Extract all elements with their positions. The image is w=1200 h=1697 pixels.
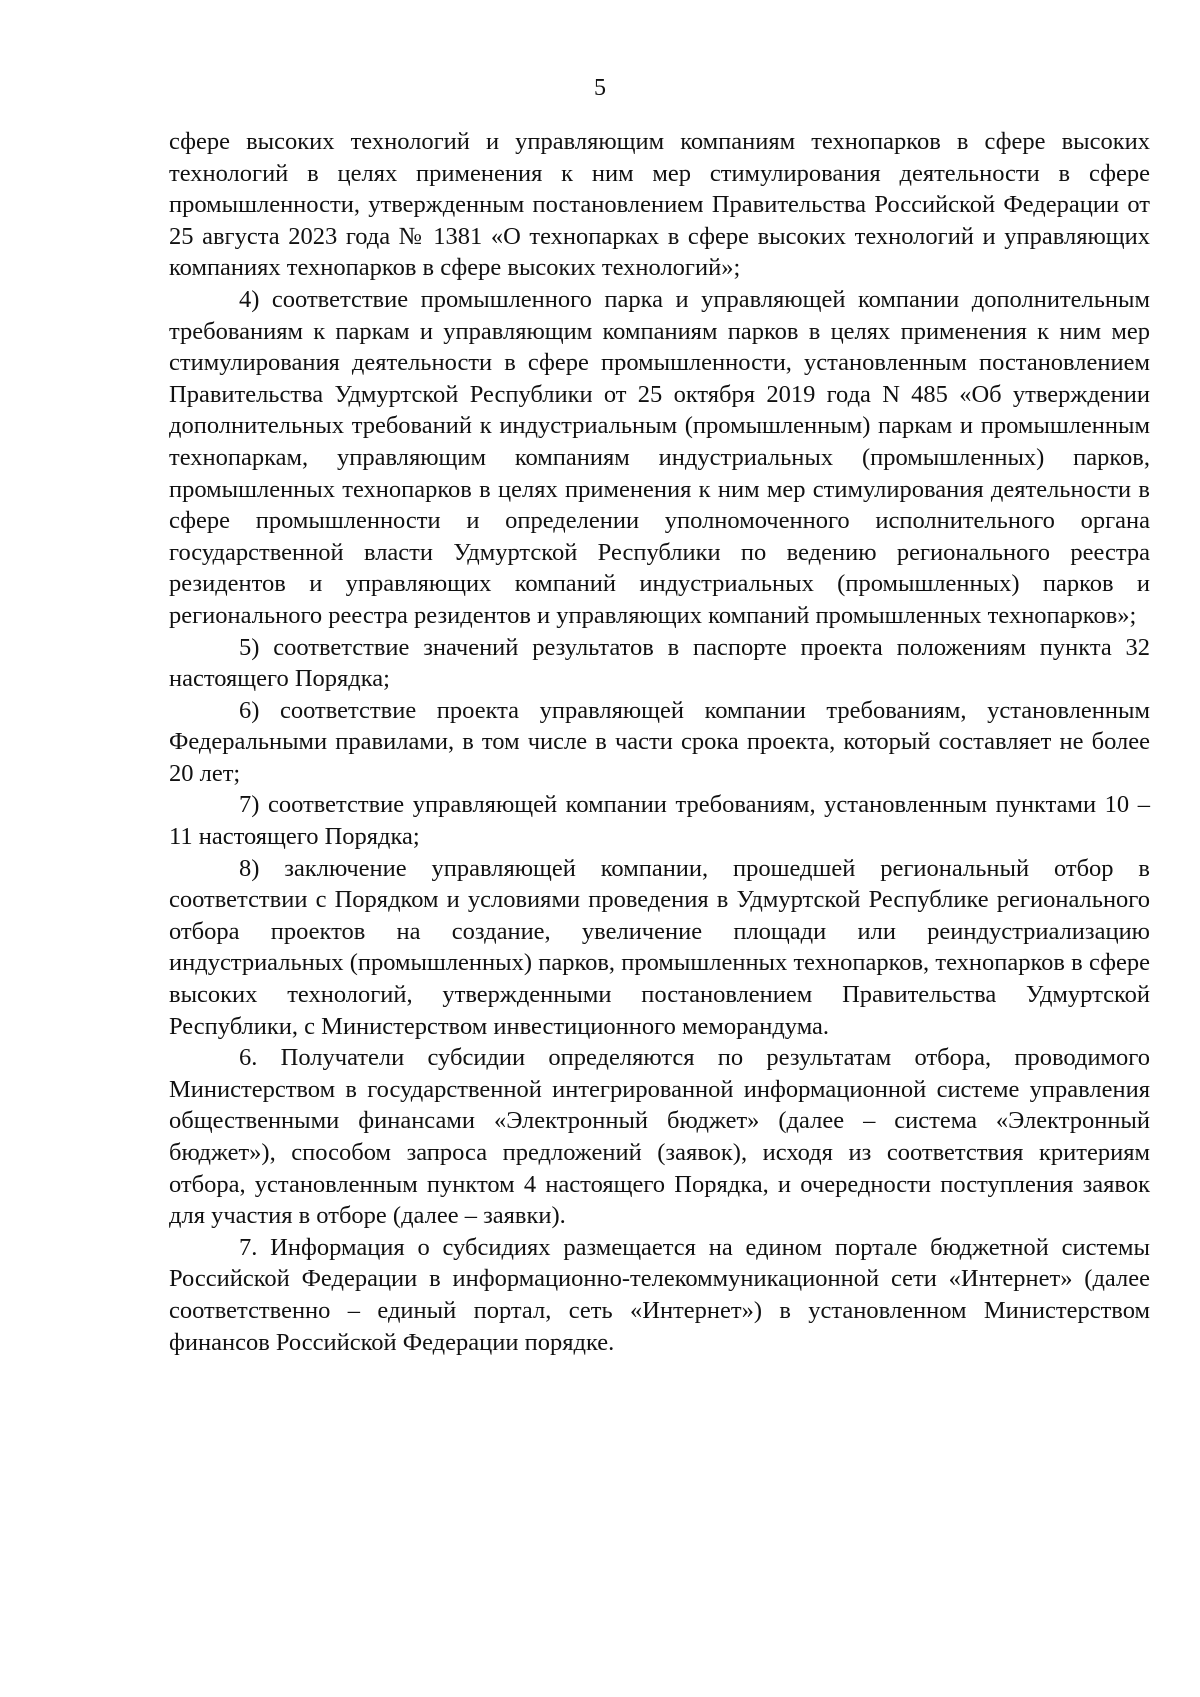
paragraph-item-6: 6) соответствие проекта управляющей компании требованиям, установленным Федеральными правилами, в том числе в части срока проекта, который составляет не более 20 лет; xyxy=(169,696,1150,787)
paragraph-item-4: 4) соответствие промышленного парка и управляющей компании дополнительным требованиям к паркам и управляющим компаниям парков в целях применения к ним мер стимулирования деятельности в сфере промышленности, установленным постановлением Правительства Удмуртской Республики от 25 октября 2019 года N 485 «Об утверждении дополнительных требований к индустриальным (промышленным) паркам и промышленным технопаркам, управляющим компаниям индустриальных (промышленных) парков, промышленных технопарков в целях применения к ним мер стимулирования деятельности в сфере промышленности и определении уполномоченного исполнительного органа государственной власти Удмуртской Республики по ведению регионального реестра резидентов и управляющих компаний индустриальных (промышленных) парков и регионального реестра резидентов и управляющих компаний промышленных технопарков»; xyxy=(169,285,1150,629)
paragraph-continued-high-tech-parks: сфере высоких технологий и управляющим компаниям технопарков в сфере высоких технологий в целях применения к ним мер стимулирования деятельности в сфере промышленности, утвержденным постановлением Правительства Российской Федерации от 25 августа 2023 года № 1381 «О технопарках в сфере высоких технологий и управляющих компаниях технопарков в сфере высоких технологий»; xyxy=(169,128,1150,282)
document-body xyxy=(169,126,1150,1358)
page-number: 5 xyxy=(594,75,606,101)
paragraph-item-5: 5) соответствие значений результатов в паспорте проекта положениям пункта 32 настоящего Порядка; xyxy=(169,633,1150,693)
paragraph-section-6: 6. Получатели субсидии определяются по результатам отбора, проводимого Министерством в государственной интегрированной информационной системе управления общественными финансами «Электронный бюджет» (далее – система «Электронный бюджет»), способом запроса предложений (заявок), исходя из соответствия критериям отбора, установленным пунктом 4 настоящего Порядка, и очередности поступления заявок для участия в отборе (далее – заявки). xyxy=(169,1044,1150,1230)
paragraph-item-8: 8) заключение управляющей компании, прошедшей региональный отбор в соответствии с Порядком и условиями проведения в Удмуртской Республике регионального отбора проектов на создание, увеличение площади или реиндустриализацию индустриальных (промышленных) парков, промышленных технопарков, технопарков в сфере высоких технологий, утвержденными постановлением Правительства Удмуртской Республики, с Министерством инвестиционного меморандума. xyxy=(169,854,1150,1040)
paragraph-section-7: 7. Информация о субсидиях размещается на едином портале бюджетной системы Российской Федерации в информационно-телекоммуникационной сети «Интернет» (далее соответственно – единый портал, сеть «Интернет») в установленном Министерством финансов Российской Федерации порядке. xyxy=(169,1233,1150,1356)
paragraph-item-7: 7) соответствие управляющей компании требованиям, установленным пунктами 10 – 11 настоящего Порядка; xyxy=(169,791,1150,851)
